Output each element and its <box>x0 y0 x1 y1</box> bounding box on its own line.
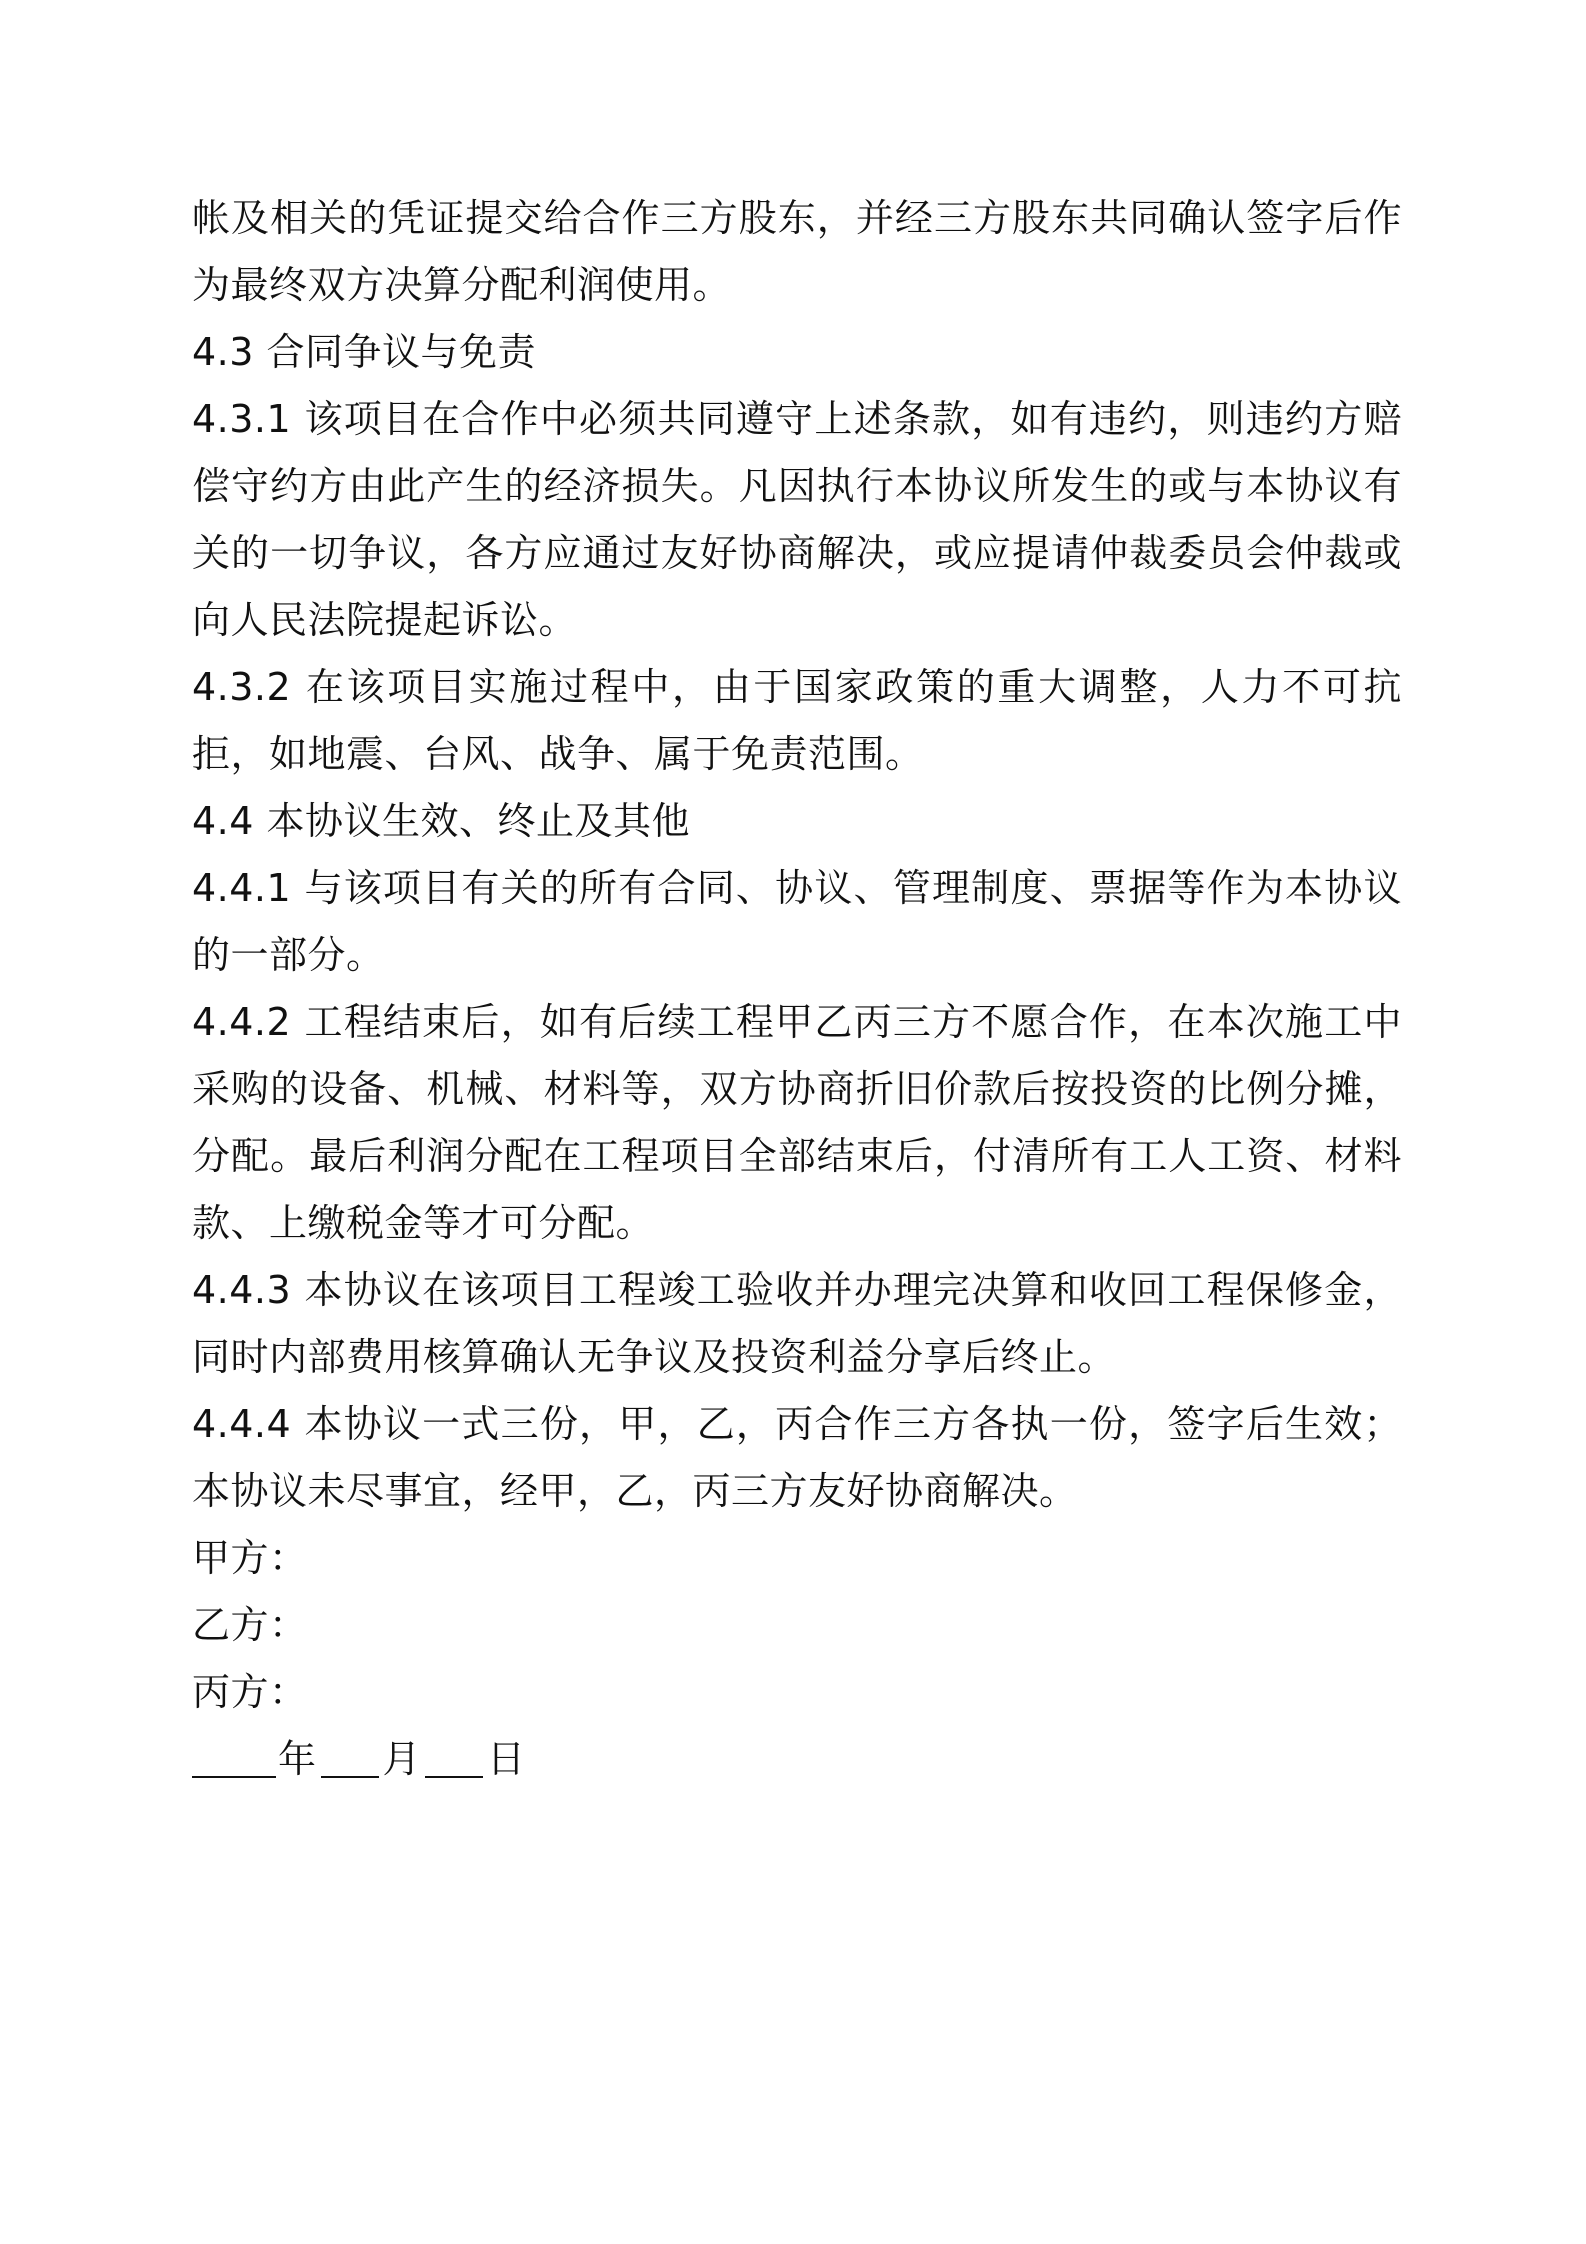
heading-4-4: 4.4 本协议生效、终止及其他 <box>192 799 691 843</box>
clause-4-4-2: 4.4.2 工程结束后，如有后续工程甲乙丙三方不愿合作，在本次施工中采购的设备、机械、材料等，双方协商折旧价款后按投资的比例分摊，分配。最后利润分配在工程项目全部结束后，付清所有工人工资、材料款、上缴税金等才可分配。 <box>192 1000 1402 1245</box>
heading-4-3: 4.3 合同争议与免责 <box>192 330 537 374</box>
day-blank <box>425 1732 483 1778</box>
clause-4-3-1: 4.3.1 该项目在合作中必须共同遵守上述条款，如有违约，则违约方赔偿守约方由此产生的经济损失。凡因执行本协议所发生的或与本协议有关的一切争议，各方应通过友好协商解决，或应提请仲裁委员会仲裁或向人民法院提起诉讼。 <box>192 397 1402 642</box>
signature-party-b: 乙方： <box>192 1603 308 1647</box>
clause-4-4-1: 4.4.1 与该项目有关的所有合同、协议、管理制度、票据等作为本协议的一部分。 <box>192 866 1402 977</box>
paragraph-settlement-continuation: 帐及相关的凭证提交给合作三方股东，并经三方股东共同确认签字后作为最终双方决算分配利润使用。 <box>192 196 1402 307</box>
month-label: 月 <box>382 1737 422 1781</box>
clause-4-4-3: 4.4.3 本协议在该项目工程竣工验收并办理完决算和收回工程保修金，同时内部费用核算确认无争议及投资利益分享后终止。 <box>192 1268 1402 1379</box>
year-label: 年 <box>278 1737 317 1781</box>
date-line <box>192 1726 1402 1793</box>
day-label: 日 <box>487 1737 526 1781</box>
month-blank <box>321 1732 379 1778</box>
signature-party-c: 丙方： <box>192 1670 308 1714</box>
clause-4-4-4: 4.4.4 本协议一式三份，甲，乙，丙合作三方各执一份，签字后生效；本协议未尽事宜，经甲，乙，丙三方友好协商解决。 <box>192 1402 1402 1513</box>
year-blank <box>192 1732 276 1778</box>
signature-party-a: 甲方： <box>192 1536 308 1580</box>
document-body <box>192 185 1402 1793</box>
clause-4-3-2: 4.3.2 在该项目实施过程中，由于国家政策的重大调整，人力不可抗拒，如地震、台风、战争、属于免责范围。 <box>192 665 1402 776</box>
